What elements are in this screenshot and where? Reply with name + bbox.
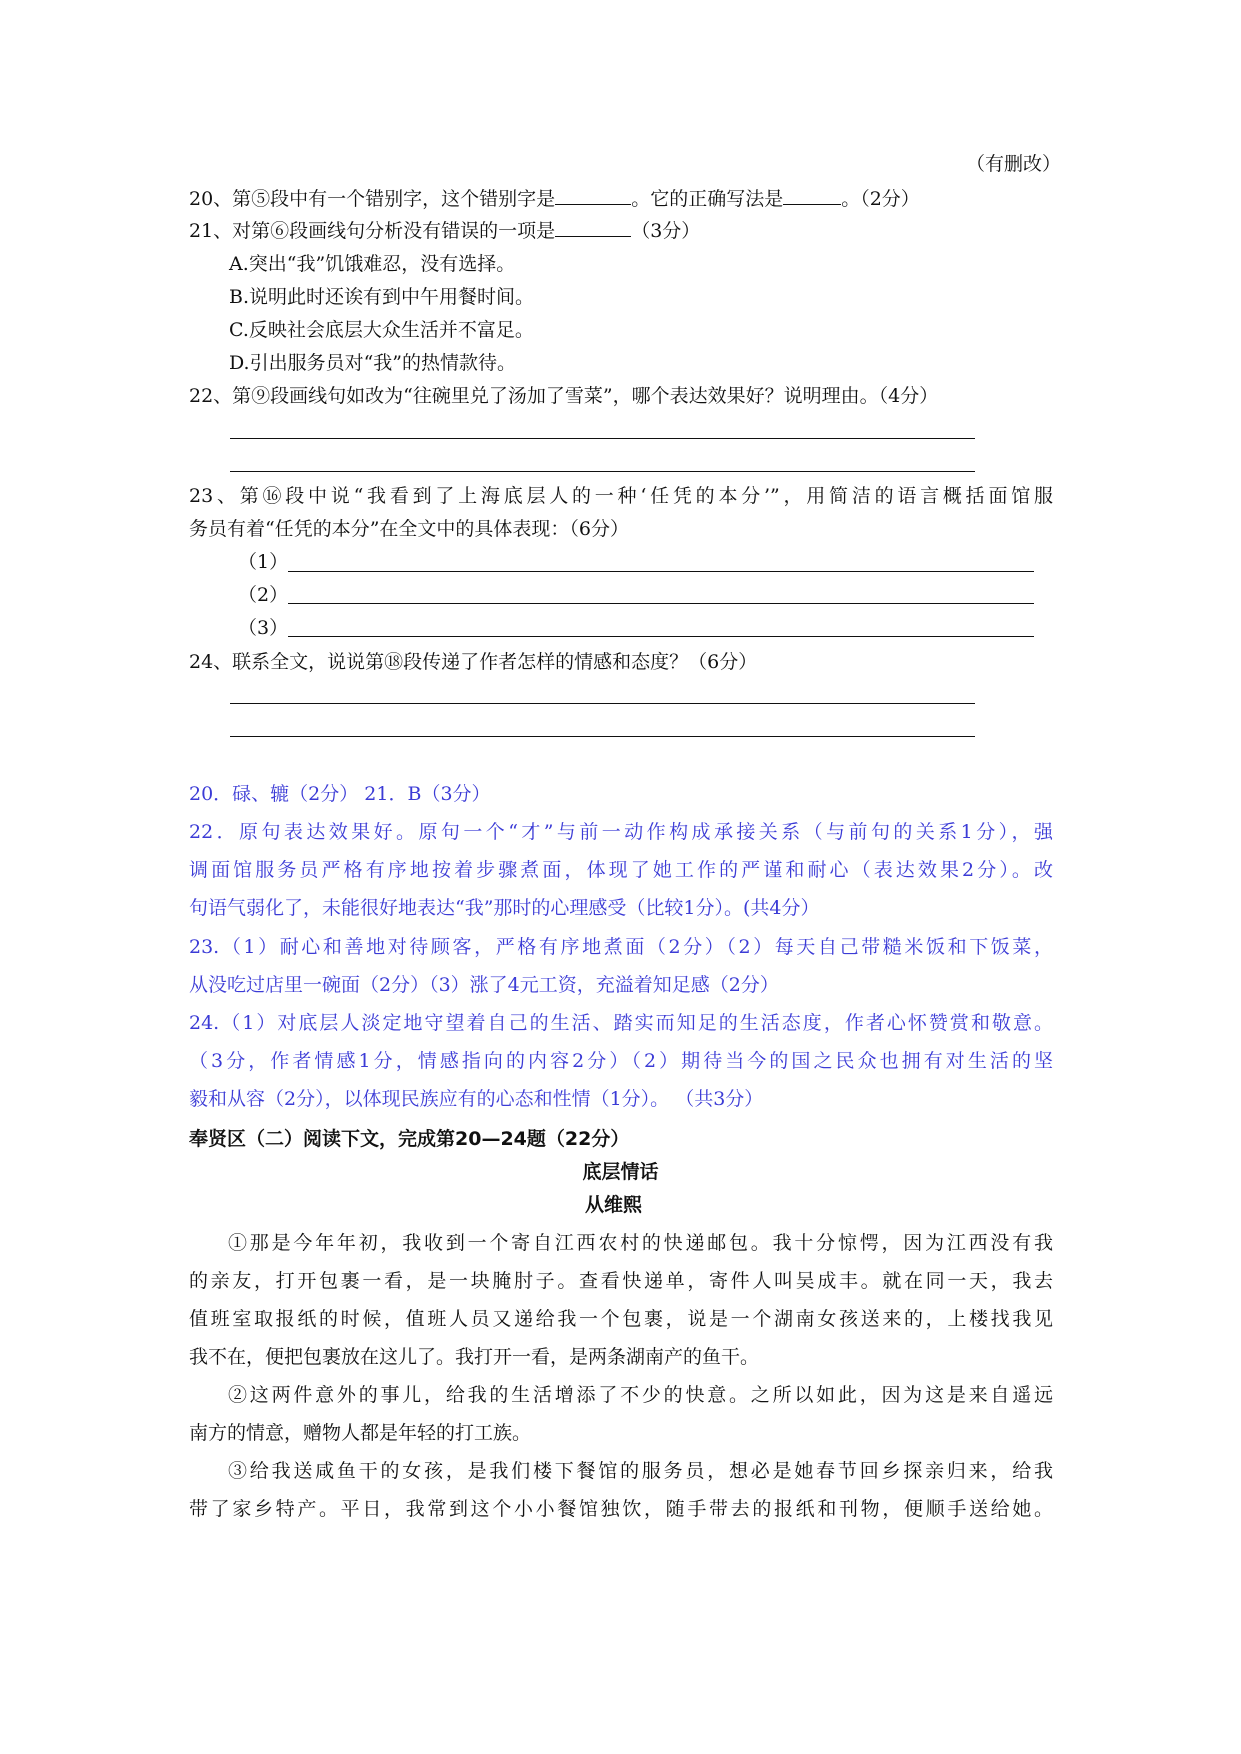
question-23-line-2: 务员有着“任凭的本分”在全文中的具体表现：（6分） (189, 518, 630, 540)
question-23-text-1: 23、第⑯段中说“我看到了上海底层人的一种‘任凭的本分’”，用简洁的语言概括面馆服 (189, 485, 1053, 507)
paragraph-1-text-3: 值班室取报纸的时候，值班人员又递给我一个包裹，说是一个湖南女孩送来的，上楼找我见 (189, 1308, 1053, 1330)
answer-blank[interactable] (555, 186, 631, 205)
answer-line[interactable] (288, 603, 1034, 604)
option-c: C.反映社会底层大众生活并不富足。 (229, 319, 534, 341)
option-d: D.引出服务员对“我”的热情款待。 (229, 352, 517, 374)
paragraph-2-text-1: ②这两件意外的事儿，给我的生活增添了不少的快意。之所以如此，因为这是来自遥远 (228, 1384, 1053, 1406)
answer-line[interactable] (230, 736, 975, 737)
section-header: 奉贤区（二）阅读下文，完成第20—24题（22分） (189, 1128, 630, 1150)
paragraph-1-line-3 (189, 1307, 1053, 1331)
answer-line[interactable] (230, 438, 975, 439)
article-author: 从维熙 (585, 1194, 643, 1216)
question-21-points: （3分） (631, 220, 701, 242)
question-24: 24、联系全文，说说第⑱段传递了作者怎样的情感和态度？（6分） (189, 651, 758, 673)
paragraph-1-line-1 (228, 1231, 1053, 1255)
paragraph-2-line-1 (228, 1383, 1053, 1407)
revision-note: （有删改） (966, 153, 1062, 175)
question-21 (189, 218, 700, 243)
paragraph-3-line-2 (189, 1497, 1053, 1521)
article-title: 底层情话 (582, 1161, 659, 1183)
answer-20-21: 20．碌、辘（2分） 21．B（3分） (189, 783, 491, 805)
answer-24-line-2 (189, 1049, 1053, 1073)
answer-blank[interactable] (555, 218, 631, 237)
item-label-3: （3） (238, 617, 289, 639)
paragraph-2-line-2: 南方的情意，赠物人都是年轻的打工族。 (189, 1422, 532, 1444)
item-label-2: （2） (238, 584, 289, 606)
answer-line[interactable] (230, 471, 975, 472)
answer-23-text-1: 23.（1）耐心和善地对待顾客，严格有序地煮面（2分）（2）每天自己带糙米饭和下饭菜， (189, 936, 1053, 958)
question-20-text-after: 。（2分） (841, 188, 920, 210)
answer-blank[interactable] (783, 186, 841, 205)
answer-line[interactable] (230, 703, 975, 704)
answer-22-text-1: 22．原句表达效果好。原句一个“才”与前一动作构成承接关系（与前句的关系1分），强 (189, 821, 1053, 843)
answer-24-text-1: 24.（1）对底层人淡定地守望着自己的生活、踏实而知足的生活态度，作者心怀赞赏和敬意。 (189, 1012, 1053, 1034)
answer-22-line-3: 句语气弱化了，未能很好地表达“我”那时的心理感受（比较1分）。(共4分） (189, 897, 820, 919)
option-b: B.说明此时还诶有到中午用餐时间。 (229, 286, 535, 308)
paragraph-1-text-2: 的亲友，打开包裹一看，是一块腌肘子。查看快递单，寄件人叫吴成丰。就在同一天，我去 (189, 1270, 1053, 1292)
item-label-1: （1） (238, 551, 289, 573)
paragraph-1-line-4: 我不在，便把包裹放在这儿了。我打开一看，是两条湖南产的鱼干。 (189, 1346, 760, 1368)
answer-line[interactable] (288, 571, 1034, 572)
answer-22-line-2 (189, 858, 1053, 882)
question-22: 22、第⑨段画线句如改为“往碗里兑了汤加了雪菜”，哪个表达效果好？说明理由。（4分） (189, 385, 939, 407)
answer-24-line-3: 毅和从容（2分），以体现民族应有的心态和性情（1分）。 （共3分） (189, 1088, 764, 1110)
question-20-text-mid: 。它的正确写法是 (631, 188, 784, 210)
answer-23-line-2: 从没吃过店里一碗面（2分）（3）涨了4元工资，充溢着知足感（2分） (189, 974, 779, 996)
paragraph-3-text-1: ③给我送咸鱼干的女孩，是我们楼下餐馆的服务员，想必是她春节回乡探亲归来，给我 (228, 1460, 1053, 1482)
paragraph-3-line-1 (228, 1459, 1053, 1483)
answer-24-text-2: （3分，作者情感1分，情感指向的内容2分）（2）期待当今的国之民众也拥有对生活的坚 (189, 1050, 1053, 1072)
answer-22-text-2: 调面馆服务员严格有序地按着步骤煮面，体现了她工作的严谨和耐心（表达效果2分）。改 (189, 859, 1053, 881)
question-23-line-1 (189, 484, 1053, 508)
paragraph-1-line-2 (189, 1269, 1053, 1293)
question-20-text-before: 20、第⑤段中有一个错别字，这个错别字是 (189, 188, 556, 210)
option-a: A.突出“我”饥饿难忍，没有选择。 (229, 253, 516, 275)
paragraph-1-text-1: ①那是今年年初，我收到一个寄自江西农村的快递邮包。我十分惊愕，因为江西没有我 (228, 1232, 1053, 1254)
answer-23-line-1 (189, 935, 1053, 959)
answer-24-line-1 (189, 1011, 1053, 1035)
question-21-stem: 21、对第⑥段画线句分析没有错误的一项是 (189, 220, 556, 242)
question-20 (189, 186, 920, 211)
paragraph-3-text-2: 带了家乡特产。平日，我常到这个小小餐馆独饮，随手带去的报纸和刊物，便顺手送给她。 (189, 1498, 1053, 1520)
answer-line[interactable] (288, 636, 1034, 637)
answer-22-line-1 (189, 820, 1053, 844)
